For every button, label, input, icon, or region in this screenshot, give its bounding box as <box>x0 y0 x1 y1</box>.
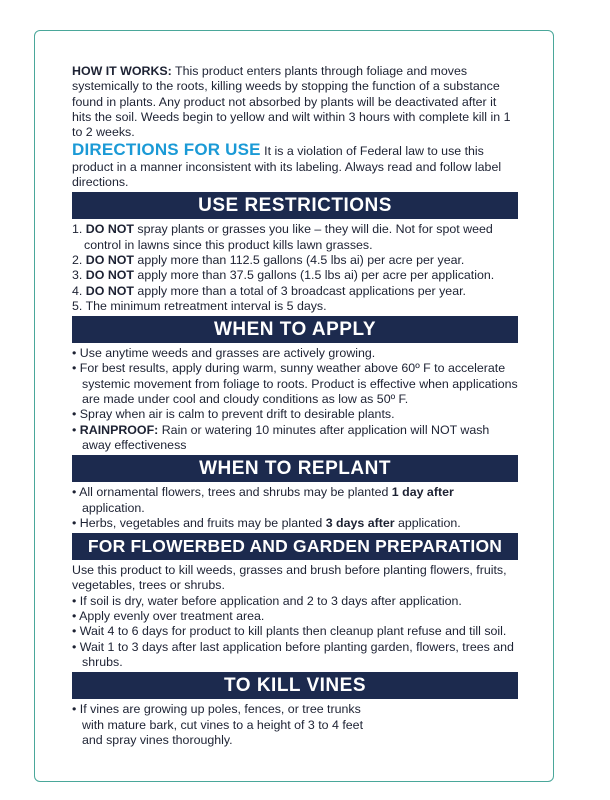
how-it-works-lead: HOW IT WORKS: <box>72 64 172 78</box>
when-to-replant-list <box>72 485 518 531</box>
list-item <box>72 361 518 407</box>
item-text: Spray when air is calm to prevent drift to desirable plants. <box>79 407 395 422</box>
item-text: Use anytime weeds and grasses are actively growing. <box>79 346 376 361</box>
item-text: apply more than a total of 3 broadcast applications per year. <box>133 283 466 298</box>
item-text: application. <box>394 515 461 530</box>
bullet-icon: • <box>72 407 77 422</box>
list-item <box>72 702 518 748</box>
directions-paragraph <box>72 142 518 190</box>
bullet-icon: • <box>72 515 77 530</box>
item-text: Herbs, vegetables and fruits may be planted <box>79 515 326 530</box>
directions-text: It is a violation of Federal law to use this product in a manner inconsistent with its labeling. Always read and follow label directions. <box>72 144 502 190</box>
list-item <box>72 268 518 283</box>
bullet-icon: • <box>72 639 77 654</box>
when-to-apply-list <box>72 346 518 453</box>
item-text: spray plants or grasses you like – they will die. Not for spot weed control in lawns since this product kills lawn grasses. <box>84 222 493 252</box>
item-text: For best results, apply during warm, sunny weather above 60º F to accelerate systemic movement from foliage to roots. Product is effective when applications are made under cool and cloudy conditions as low as 50º F. <box>79 361 518 407</box>
item-number: 5. <box>72 298 83 313</box>
flowerbed-banner: FOR FLOWERBED AND GARDEN PREPARATION <box>72 533 518 560</box>
list-item <box>72 222 518 253</box>
item-text: All ornamental flowers, trees and shrubs may be planted <box>79 485 392 500</box>
label-content <box>72 64 518 748</box>
flowerbed-list <box>72 594 518 670</box>
use-restrictions-banner: USE RESTRICTIONS <box>72 192 518 219</box>
list-item <box>72 485 518 516</box>
list-item <box>72 609 518 624</box>
list-item <box>72 407 518 422</box>
item-emphasis: DO NOT <box>85 222 134 237</box>
how-it-works-text: This product enters plants through foliage and moves systemically to the roots, killing weeds by stopping the function of a substance found in plants. Any product not absorbed by plants will be deactivated after it hits the soil. Weeds begin to yellow and wilt within 3 hours with complete kill in 1 to 2 weeks. <box>72 64 511 140</box>
directions-heading: DIRECTIONS FOR USE <box>72 140 261 160</box>
item-number: 4. <box>72 283 83 298</box>
list-item <box>72 423 518 454</box>
kill-vines-banner: TO KILL VINES <box>72 672 518 699</box>
item-text: apply more than 37.5 gallons (1.5 lbs ai) per acre per application. <box>133 268 495 283</box>
bullet-icon: • <box>72 593 77 608</box>
item-number: 1. <box>72 222 83 237</box>
list-item <box>72 594 518 609</box>
list-item <box>72 640 518 671</box>
how-it-works-paragraph <box>72 64 518 140</box>
item-text: Wait 1 to 3 days after last application before planting garden, flowers, trees and shrubs. <box>79 639 514 669</box>
item-text: Wait 4 to 6 days for product to kill plants then cleanup plant refuse and till soil. <box>79 624 507 639</box>
item-emphasis: RAINPROOF: <box>79 422 159 437</box>
item-number: 3. <box>72 268 83 283</box>
bullet-icon: • <box>72 361 77 376</box>
list-item <box>72 516 518 531</box>
flowerbed-intro: Use this product to kill weeds, grasses and brush before planting flowers, fruits, vegetables, trees or shrubs. <box>72 563 507 593</box>
item-emphasis: DO NOT <box>85 252 134 267</box>
item-text: If soil is dry, water before application and 2 to 3 days after application. <box>79 593 462 608</box>
item-text: If vines are growing up poles, fences, or tree trunks with mature bark, cut vines to a height of 3 to 4 feet and spray vines thoroughly. <box>79 702 364 747</box>
list-item <box>72 624 518 639</box>
item-emphasis: DO NOT <box>85 283 134 298</box>
bullet-icon: • <box>72 346 77 361</box>
item-emphasis: DO NOT <box>85 268 134 283</box>
bullet-icon: • <box>72 624 77 639</box>
list-item <box>72 284 518 299</box>
when-to-replant-banner: WHEN TO REPLANT <box>72 455 518 482</box>
bullet-icon: • <box>72 702 77 717</box>
list-item <box>72 299 518 314</box>
kill-vines-list <box>72 702 518 748</box>
list-item <box>72 346 518 361</box>
when-to-apply-banner: WHEN TO APPLY <box>72 316 518 343</box>
use-restrictions-list <box>72 222 518 314</box>
bullet-icon: • <box>72 609 77 624</box>
item-text: apply more than 112.5 gallons (4.5 lbs ai) per acre per year. <box>133 252 465 267</box>
bullet-icon: • <box>72 422 77 437</box>
list-item <box>72 253 518 268</box>
item-emphasis: 1 day after <box>391 485 454 500</box>
item-text: Apply evenly over treatment area. <box>79 609 265 624</box>
item-number: 2. <box>72 252 83 267</box>
item-emphasis: 3 days after <box>325 515 395 530</box>
item-text: application. <box>82 500 145 515</box>
bullet-icon: • <box>72 485 77 500</box>
item-text: Rain or watering 10 minutes after application will NOT wash away effectiveness <box>82 422 490 452</box>
item-text: The minimum retreatment interval is 5 days. <box>85 298 327 313</box>
